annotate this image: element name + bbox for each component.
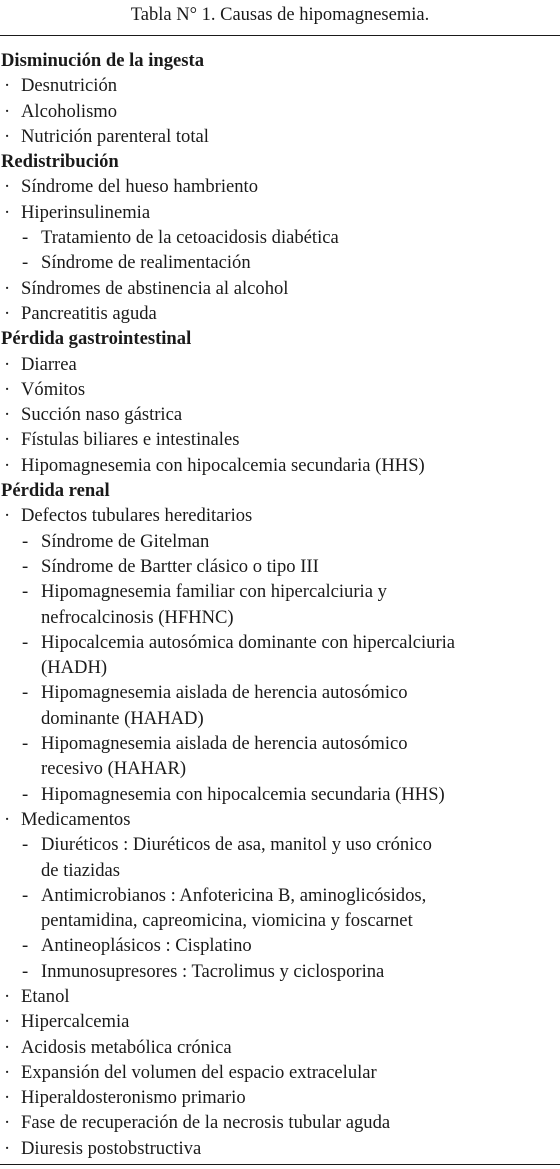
dash-marker: - bbox=[22, 682, 29, 704]
dash-marker: - bbox=[22, 252, 29, 274]
list-item bbox=[0, 1060, 560, 1085]
list-item-continuation bbox=[0, 756, 560, 781]
item-text: Síndromes de abstinencia al alcohol bbox=[21, 277, 289, 299]
sub-list-item bbox=[0, 832, 560, 857]
item-text: Pancreatitis aguda bbox=[21, 302, 157, 324]
item-text: Pérdida gastrointestinal bbox=[1, 328, 192, 350]
list-item-continuation bbox=[0, 655, 560, 680]
sub-list-item bbox=[0, 579, 560, 604]
item-text: Expansión del volumen del espacio extracelular bbox=[21, 1061, 377, 1083]
list-item-continuation bbox=[0, 858, 560, 883]
bullet-marker: · bbox=[4, 454, 11, 476]
table-title: Tabla N° 1. Causas de hipomagnesemia. bbox=[130, 5, 430, 25]
list-item bbox=[0, 1009, 560, 1034]
bullet-marker: · bbox=[4, 985, 11, 1007]
item-text: recesivo (HAHAR) bbox=[41, 758, 187, 780]
item-text: Síndrome de Gitelman bbox=[41, 530, 210, 552]
bullet-marker: · bbox=[4, 302, 11, 324]
bullet-marker: · bbox=[4, 1061, 11, 1083]
top-rule bbox=[0, 35, 560, 36]
list-item bbox=[0, 301, 560, 326]
dash-marker: - bbox=[22, 530, 29, 552]
sub-list-item bbox=[0, 529, 560, 554]
list-item bbox=[0, 503, 560, 528]
item-text: (HADH) bbox=[41, 657, 108, 679]
dash-marker: - bbox=[22, 581, 29, 603]
item-text: pentamidina, capreomicina, viomicina y foscarnet bbox=[41, 910, 413, 932]
item-text: Succión naso gástrica bbox=[21, 404, 183, 426]
section-heading bbox=[0, 149, 560, 174]
bullet-marker: · bbox=[4, 378, 11, 400]
item-text: Hipocalcemia autosómica dominante con hipercalciuria bbox=[41, 631, 456, 653]
bullet-marker: · bbox=[4, 1087, 11, 1109]
list-item bbox=[0, 1085, 560, 1110]
sub-list-item bbox=[0, 933, 560, 958]
list-item bbox=[0, 73, 560, 98]
dash-marker: - bbox=[22, 631, 29, 653]
item-text: Antimicrobianos : Anfotericina B, aminoglicósidos, bbox=[41, 884, 427, 906]
item-text: Pérdida renal bbox=[1, 480, 110, 502]
sub-list-item bbox=[0, 680, 560, 705]
dash-marker: - bbox=[22, 733, 29, 755]
sub-list-item bbox=[0, 225, 560, 250]
item-text: nefrocalcinosis (HFHNC) bbox=[41, 606, 234, 628]
item-text: Vómitos bbox=[21, 378, 86, 400]
item-text: Diarrea bbox=[21, 353, 77, 375]
bullet-marker: · bbox=[4, 1112, 11, 1134]
bullet-marker: · bbox=[4, 277, 11, 299]
item-text: Hipomagnesemia con hipocalcemia secundaria (HHS) bbox=[41, 783, 445, 805]
list-item bbox=[0, 174, 560, 199]
section-heading bbox=[0, 478, 560, 503]
sub-list-item bbox=[0, 883, 560, 908]
bullet-marker: · bbox=[4, 1036, 11, 1058]
dash-marker: - bbox=[22, 960, 29, 982]
section-heading bbox=[0, 326, 560, 351]
item-text: Desnutrición bbox=[21, 75, 118, 97]
bullet-marker: · bbox=[4, 1011, 11, 1033]
item-text: Síndrome del hueso hambriento bbox=[21, 176, 259, 198]
list-item bbox=[0, 984, 560, 1009]
list-item bbox=[0, 1035, 560, 1060]
bullet-marker: · bbox=[4, 353, 11, 375]
list-item bbox=[0, 427, 560, 452]
dash-marker: - bbox=[22, 884, 29, 906]
item-text: Fase de recuperación de la necrosis tubular aguda bbox=[21, 1112, 391, 1134]
sub-list-item bbox=[0, 630, 560, 655]
dash-marker: - bbox=[22, 555, 29, 577]
list-item bbox=[0, 402, 560, 427]
list-item bbox=[0, 200, 560, 225]
bullet-marker: · bbox=[4, 808, 11, 830]
item-text: Disminución de la ingesta bbox=[1, 50, 205, 71]
list-item bbox=[0, 807, 560, 832]
list-item bbox=[0, 1110, 560, 1135]
item-text: Acidosis metabólica crónica bbox=[21, 1036, 232, 1058]
causes-list bbox=[0, 48, 560, 1161]
item-text: Etanol bbox=[21, 985, 70, 1007]
item-text: Hiperinsulinemia bbox=[21, 201, 151, 223]
bullet-marker: · bbox=[4, 100, 11, 122]
list-item bbox=[0, 276, 560, 301]
list-item bbox=[0, 352, 560, 377]
list-item-continuation bbox=[0, 908, 560, 933]
bullet-marker: · bbox=[4, 404, 11, 426]
sub-list-item bbox=[0, 554, 560, 579]
item-text: Tratamiento de la cetoacidosis diabética bbox=[41, 227, 339, 249]
list-item bbox=[0, 99, 560, 124]
bullet-marker: · bbox=[4, 429, 11, 451]
dash-marker: - bbox=[22, 834, 29, 856]
item-text: Hipomagnesemia aislada de herencia autosómico bbox=[41, 733, 408, 755]
bullet-marker: · bbox=[4, 505, 11, 527]
list-item-continuation bbox=[0, 605, 560, 630]
sub-list-item bbox=[0, 782, 560, 807]
bullet-marker: · bbox=[4, 125, 11, 147]
list-item bbox=[0, 453, 560, 478]
item-text: Hiperaldosteronismo primario bbox=[21, 1087, 246, 1109]
list-item-continuation bbox=[0, 706, 560, 731]
item-text: Redistribución bbox=[1, 151, 119, 173]
item-text: Nutrición parenteral total bbox=[21, 125, 209, 147]
item-text: de tiazidas bbox=[41, 859, 120, 881]
item-text: Antineoplásicos : Cisplatino bbox=[41, 935, 252, 957]
bullet-marker: · bbox=[4, 201, 11, 223]
item-text: Inmunosupresores : Tacrolimus y ciclosporina bbox=[41, 960, 385, 982]
item-text: Hipomagnesemia aislada de herencia autosómico bbox=[41, 682, 408, 704]
sub-list-item bbox=[0, 250, 560, 275]
item-text: Medicamentos bbox=[21, 808, 131, 830]
section-heading bbox=[0, 48, 560, 73]
bullet-marker: · bbox=[4, 75, 11, 97]
sub-list-item bbox=[0, 959, 560, 984]
bullet-marker: · bbox=[4, 1137, 11, 1159]
list-item bbox=[0, 1136, 560, 1161]
item-text: Diuresis postobstructiva bbox=[21, 1137, 202, 1159]
item-text: Fístulas biliares e intestinales bbox=[21, 429, 240, 451]
item-text: Diuréticos : Diuréticos de asa, manitol y uso crónico bbox=[41, 834, 432, 856]
sub-list-item bbox=[0, 731, 560, 756]
item-text: Alcoholismo bbox=[21, 100, 118, 122]
item-text: Síndrome de realimentación bbox=[41, 252, 251, 274]
dash-marker: - bbox=[22, 783, 29, 805]
item-text: Hipercalcemia bbox=[21, 1011, 130, 1033]
dash-marker: - bbox=[22, 935, 29, 957]
item-text: Defectos tubulares hereditarios bbox=[21, 505, 253, 527]
bullet-marker: · bbox=[4, 176, 11, 198]
item-text: Hipomagnesemia con hipocalcemia secundaria (HHS) bbox=[21, 454, 425, 476]
item-text: Hipomagnesemia familiar con hipercalciuria y bbox=[41, 581, 387, 603]
list-item bbox=[0, 124, 560, 149]
item-text: Síndrome de Bartter clásico o tipo III bbox=[41, 555, 319, 577]
bottom-rule bbox=[0, 1164, 560, 1165]
dash-marker: - bbox=[22, 227, 29, 249]
list-item bbox=[0, 377, 560, 402]
item-text: dominante (HAHAD) bbox=[41, 707, 204, 729]
